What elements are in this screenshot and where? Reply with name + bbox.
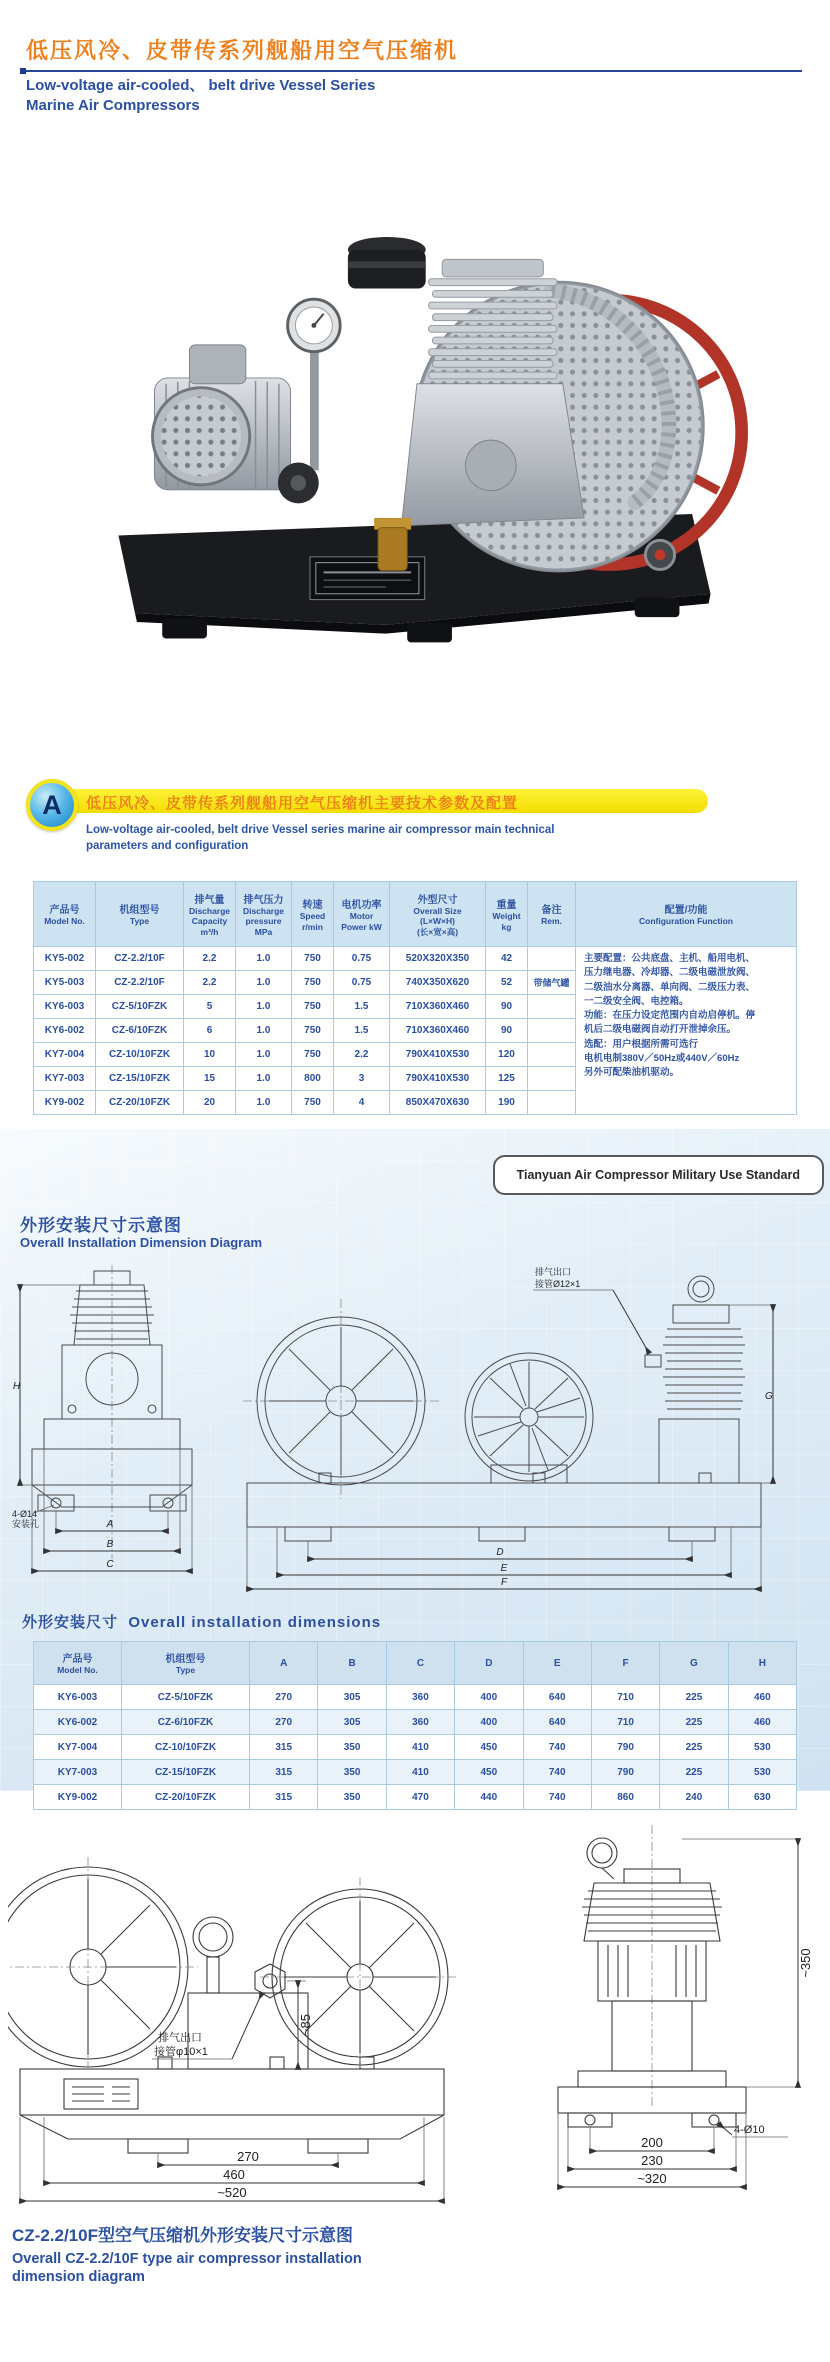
cell: 225 xyxy=(660,1735,728,1760)
cell: 360 xyxy=(386,1685,454,1710)
cell: 0.75 xyxy=(334,971,390,995)
cell: 740 xyxy=(523,1735,591,1760)
cell: 315 xyxy=(250,1785,318,1810)
cell: 1.0 xyxy=(236,1019,292,1043)
cell: 120 xyxy=(486,1043,528,1067)
cell: CZ-10/10FZK xyxy=(96,1043,184,1067)
cell: 带储气罐 xyxy=(528,971,576,995)
dim-label: ~350 xyxy=(798,1948,813,1978)
install-diagram-title-zh: 外形安装尺寸示意图 xyxy=(20,1216,182,1235)
config-line: 机后二级电磁阀自动打开泄掉余压。 xyxy=(584,1024,737,1036)
cell: 270 xyxy=(250,1710,318,1735)
cell: 0.75 xyxy=(334,947,390,971)
dimensions-title-zh: 外形安装尺寸 xyxy=(22,1614,119,1631)
cell: 640 xyxy=(523,1710,591,1735)
col-type-header: 机组型号 Type xyxy=(122,1642,250,1685)
cell: 225 xyxy=(660,1685,728,1710)
cell: KY7-003 xyxy=(34,1760,122,1785)
cell: CZ-15/10FZK xyxy=(96,1067,184,1091)
footer-caption xyxy=(12,2221,830,2286)
cell: 800 xyxy=(292,1067,334,1091)
dim-label: 200 xyxy=(641,2135,663,2150)
page-title: 低压风冷、皮带传系列舰船用空气压缩机 xyxy=(26,38,459,63)
cell: 750 xyxy=(292,1043,334,1067)
cell: 740 xyxy=(523,1785,591,1810)
cell: 2.2 xyxy=(184,971,236,995)
cell: 710 xyxy=(591,1685,659,1710)
dim-label: H xyxy=(13,1381,21,1392)
cell: 400 xyxy=(455,1685,523,1710)
cell: KY5-002 xyxy=(34,947,96,971)
cell: 1.5 xyxy=(334,995,390,1019)
cell: 460 xyxy=(728,1685,796,1710)
col-speed-header: 转速 Speed r/min xyxy=(292,882,334,947)
col-b-header: B xyxy=(318,1642,386,1685)
table-row xyxy=(34,947,797,971)
product-photo xyxy=(65,140,765,752)
col-rem-header: 备注 Rem. xyxy=(528,882,576,947)
cell: KY6-003 xyxy=(34,1685,122,1710)
front-view-drawing xyxy=(10,1259,215,1594)
dimensions-title-en: Overall installation dimensions xyxy=(128,1614,382,1631)
military-standard-badge: Tianyuan Air Compressor Military Use Standard xyxy=(493,1155,824,1195)
config-line: 功能：在压力设定范围内自动启停机。停 xyxy=(584,1010,756,1021)
cell xyxy=(528,1091,576,1115)
cell: 440 xyxy=(455,1785,523,1810)
cell: 850X470X630 xyxy=(390,1091,486,1115)
cell: CZ-20/10FZK xyxy=(122,1785,250,1810)
col-power-header: 电机功率 Motor Power kW xyxy=(334,882,390,947)
cell: 450 xyxy=(455,1760,523,1785)
dim-label: F xyxy=(500,1577,508,1588)
title-underline xyxy=(20,70,802,72)
dim-label: ~85 xyxy=(298,2013,313,2037)
col-pressure-header: 排气压力 Discharge pressure MPa xyxy=(236,882,292,947)
outlet-callout: 排气出口 xyxy=(535,1267,572,1277)
page-subtitle xyxy=(26,76,830,115)
col-model-header: 产品号 Model No. xyxy=(34,882,96,947)
config-line: 压力继电器、冷却器、二级电磁泄放阀、 xyxy=(584,967,756,979)
cell: 6 xyxy=(184,1019,236,1043)
cell: 1.0 xyxy=(236,971,292,995)
cell: 20 xyxy=(184,1091,236,1115)
cell: CZ-2.2/10F xyxy=(96,947,184,971)
product-photo-area xyxy=(0,115,830,777)
cell: KY9-002 xyxy=(34,1785,122,1810)
cell: 52 xyxy=(486,971,528,995)
config-line: 选配：用户根据所需可选行 xyxy=(584,1038,699,1050)
config-line: 主要配置：公共底盘、主机、船用电机、 xyxy=(584,953,756,964)
cz-drawings xyxy=(0,1817,830,2207)
dim-label: D xyxy=(496,1547,504,1558)
dim-label: ~320 xyxy=(637,2171,667,2186)
cell: 790X410X530 xyxy=(390,1043,486,1067)
col-d-header: D xyxy=(455,1642,523,1685)
config-line: 电机电制380V／50Hz或440V／60Hz xyxy=(584,1052,740,1064)
cell: 640 xyxy=(523,1685,591,1710)
cell: KY7-003 xyxy=(34,1067,96,1091)
cell: 750 xyxy=(292,1019,334,1043)
cell: 410 xyxy=(386,1760,454,1785)
cell: 750 xyxy=(292,947,334,971)
cell: 470 xyxy=(386,1785,454,1810)
cell: 400 xyxy=(455,1710,523,1735)
mount-hole-callout: 4-Ø10 xyxy=(734,2124,765,2136)
installation-drawings xyxy=(10,1259,820,1594)
cell: 225 xyxy=(660,1710,728,1735)
col-size-header: 外型尺寸 Overall Size (L×W×H) (长×宽×高) xyxy=(390,882,486,947)
cell: 860 xyxy=(591,1785,659,1810)
cell: CZ-15/10FZK xyxy=(122,1760,250,1785)
cell: 350 xyxy=(318,1735,386,1760)
config-line: 另外可配柴油机驱动。 xyxy=(584,1067,680,1078)
dim-label: B xyxy=(106,1539,114,1550)
cell: 1.0 xyxy=(236,1043,292,1067)
cell: 315 xyxy=(250,1760,318,1785)
cell: 42 xyxy=(486,947,528,971)
section-a-subtitle xyxy=(86,823,555,854)
outlet-callout: 接管Ø12×1 xyxy=(535,1279,581,1289)
col-weight-header: 重量 Weight kg xyxy=(486,882,528,947)
col-e-header: E xyxy=(523,1642,591,1685)
cell: 4 xyxy=(334,1091,390,1115)
table-row xyxy=(34,1760,797,1785)
cell: KY5-003 xyxy=(34,971,96,995)
cell: 750 xyxy=(292,971,334,995)
section-a-title: 低压风冷、皮带传系列舰船用空气压缩机主要技术参数及配置 xyxy=(86,795,519,812)
col-f-header: F xyxy=(591,1642,659,1685)
col-h-header: H xyxy=(728,1642,796,1685)
cell: 15 xyxy=(184,1067,236,1091)
side-view-drawing xyxy=(229,1259,779,1594)
tech-spec-table xyxy=(33,881,797,1115)
cell: KY6-002 xyxy=(34,1019,96,1043)
cell: 1.0 xyxy=(236,1067,292,1091)
cell: 740 xyxy=(523,1760,591,1785)
cell: 10 xyxy=(184,1043,236,1067)
subtitle-line-2: Marine Air Compressors xyxy=(26,96,200,114)
cell: 750 xyxy=(292,1091,334,1115)
cell: 2.2 xyxy=(184,947,236,971)
cell: 630 xyxy=(728,1785,796,1810)
cell: 1.0 xyxy=(236,947,292,971)
cell: 190 xyxy=(486,1091,528,1115)
dim-label: 230 xyxy=(641,2153,663,2168)
dim-label: A xyxy=(106,1519,114,1530)
table-header-row xyxy=(34,1642,797,1685)
table-row xyxy=(34,1735,797,1760)
dimensions-table-title xyxy=(22,1611,381,1632)
cell: KY6-003 xyxy=(34,995,96,1019)
cell: 1.5 xyxy=(334,1019,390,1043)
cell: 410 xyxy=(386,1735,454,1760)
outlet-callout: 接管φ10×1 xyxy=(154,2046,208,2058)
footer-en-line-2: dimension diagram xyxy=(12,2269,145,2286)
col-type-header: 机组型号 Type xyxy=(96,882,184,947)
cell: 315 xyxy=(250,1735,318,1760)
config-line: 一二级安全阀、电控箱。 xyxy=(584,995,689,1007)
cell: 350 xyxy=(318,1785,386,1810)
table-row xyxy=(34,1710,797,1735)
cell: CZ-10/10FZK xyxy=(122,1735,250,1760)
cell: 530 xyxy=(728,1760,796,1785)
col-capacity-header: 排气量 Discharge Capacity m³/h xyxy=(184,882,236,947)
section-a-subtitle-line-1: Low-voltage air-cooled, belt drive Vessel series marine air compressor main technical xyxy=(86,824,555,836)
section-a-subtitle-line-2: parameters and configuration xyxy=(86,839,249,852)
page-header xyxy=(0,0,830,115)
cell: 710 xyxy=(591,1710,659,1735)
cell xyxy=(528,1043,576,1067)
col-a-header: A xyxy=(250,1642,318,1685)
table-header-row xyxy=(34,882,797,947)
cell: KY7-004 xyxy=(34,1735,122,1760)
cell: CZ-5/10FZK xyxy=(96,995,184,1019)
outlet-callout: 排气出口 xyxy=(158,2032,202,2044)
config-cell xyxy=(576,947,797,1115)
cell: 530 xyxy=(728,1735,796,1760)
cell: 305 xyxy=(318,1710,386,1735)
cell xyxy=(528,947,576,971)
cell: CZ-2.2/10F xyxy=(96,971,184,995)
cell xyxy=(528,995,576,1019)
table-row xyxy=(34,1685,797,1710)
cell: CZ-6/10FZK xyxy=(96,1019,184,1043)
cell: CZ-6/10FZK xyxy=(122,1710,250,1735)
cell: 270 xyxy=(250,1685,318,1710)
cell: 350 xyxy=(318,1760,386,1785)
cell xyxy=(528,1067,576,1091)
cell: 520X320X350 xyxy=(390,947,486,971)
dim-label: ~520 xyxy=(217,2185,247,2200)
section-a-badge: A xyxy=(26,779,78,831)
mount-hole-callout: 安装孔 xyxy=(12,1519,40,1529)
cell: KY7-004 xyxy=(34,1043,96,1067)
cell: CZ-5/10FZK xyxy=(122,1685,250,1710)
cell: 90 xyxy=(486,995,528,1019)
cell: 5 xyxy=(184,995,236,1019)
cell: 305 xyxy=(318,1685,386,1710)
cell: 790 xyxy=(591,1735,659,1760)
cell: 125 xyxy=(486,1067,528,1091)
cell: KY6-002 xyxy=(34,1710,122,1735)
dim-label: G xyxy=(765,1391,773,1402)
cell xyxy=(528,1019,576,1043)
cell: 225 xyxy=(660,1760,728,1785)
col-g-header: G xyxy=(660,1642,728,1685)
subtitle-line-1: Low-voltage air-cooled、 belt drive Vessel Series xyxy=(26,77,376,94)
cell: 750 xyxy=(292,995,334,1019)
installation-section xyxy=(0,1129,830,1803)
cell: CZ-20/10FZK xyxy=(96,1091,184,1115)
cell: 710X360X460 xyxy=(390,1019,486,1043)
cell: 2.2 xyxy=(334,1043,390,1067)
cz-side-view-drawing xyxy=(8,1817,458,2207)
footer-title-en xyxy=(12,2250,830,2286)
dim-label: 270 xyxy=(237,2149,259,2164)
footer-en-line-1: Overall CZ-2.2/10F type air compressor installation xyxy=(12,2251,362,2267)
dim-label: 460 xyxy=(223,2167,245,2182)
cell: 710X360X460 xyxy=(390,995,486,1019)
cell: 90 xyxy=(486,1019,528,1043)
cell: 3 xyxy=(334,1067,390,1091)
installation-dimensions-table xyxy=(33,1641,797,1810)
section-a-header xyxy=(20,779,810,875)
cell: 460 xyxy=(728,1710,796,1735)
cell: KY9-002 xyxy=(34,1091,96,1115)
dim-label: E xyxy=(500,1563,508,1574)
cell: 1.0 xyxy=(236,995,292,1019)
mount-hole-callout: 4-Ø14 xyxy=(12,1509,38,1519)
dim-label: C xyxy=(106,1559,114,1570)
col-model-header: 产品号 Model No. xyxy=(34,1642,122,1685)
cell: 240 xyxy=(660,1785,728,1810)
cell: 450 xyxy=(455,1735,523,1760)
cell: 740X350X620 xyxy=(390,971,486,995)
cell: 790X410X530 xyxy=(390,1067,486,1091)
col-c-header: C xyxy=(386,1642,454,1685)
cell: 790 xyxy=(591,1760,659,1785)
col-config-header: 配置/功能 Configuration Function xyxy=(576,882,797,947)
cell: 1.0 xyxy=(236,1091,292,1115)
footer-title-zh: CZ-2.2/10F型空气压缩机外形安装尺寸示意图 xyxy=(12,2226,353,2245)
table-row xyxy=(34,1785,797,1810)
cz-end-view-drawing xyxy=(482,1817,822,2207)
install-diagram-title-en: Overall Installation Dimension Diagram xyxy=(20,1235,263,1250)
config-line: 二级油水分离器、单向阀、二级压力表、 xyxy=(584,981,756,993)
cell: 360 xyxy=(386,1710,454,1735)
